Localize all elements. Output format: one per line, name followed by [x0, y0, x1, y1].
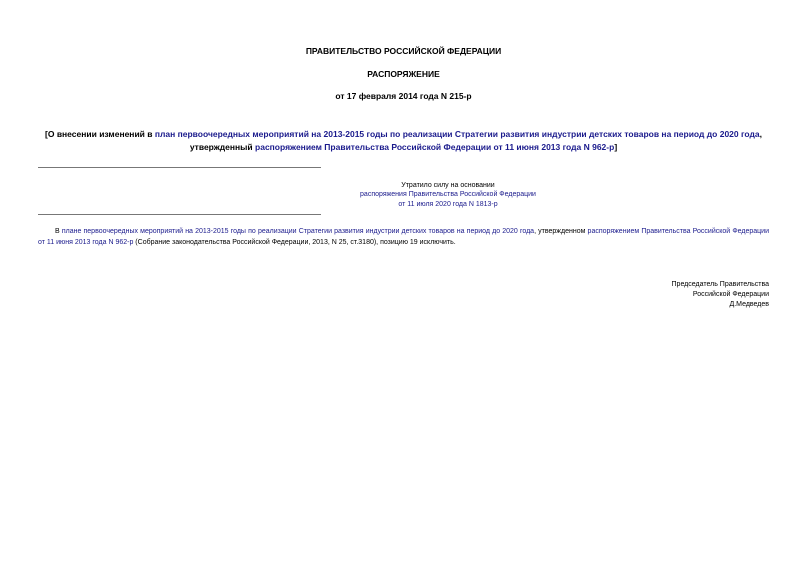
title-order-link[interactable]: распоряжением Правительства Российской Федерации от 11 июня 2013 года N 962-р: [255, 141, 615, 152]
signature-position: Председатель Правительства: [671, 281, 769, 288]
body-paragraph: [38, 227, 769, 248]
signature-name: Д.Медведев: [729, 301, 769, 308]
body-suffix: (Собрание законодательства Российской Федерации, 2013, N 25, ст.3180), позицию 19 исключить.: [133, 238, 456, 246]
repeal-order-date-link[interactable]: от 11 июля 2020 года N 1813-р: [398, 201, 498, 208]
government-name: ПРАВИТЕЛЬСТВО РОССИЙСКОЙ ФЕДЕРАЦИИ: [305, 46, 502, 56]
body-prefix: В: [55, 228, 62, 235]
title-plan-link[interactable]: план первоочередных мероприятий на 2013-2015 годы по реализации Стратегии развития индустрии детских товаров на период до 2020 года: [154, 129, 760, 139]
body-order-link[interactable]: распоряжением Правительства Российской Федерации от 11 июня 2013 года N 962-р: [38, 228, 769, 246]
document-title: [38, 128, 769, 153]
document-date-number: от 17 февраля 2014 года N 215-р: [335, 91, 472, 101]
body-plan-link[interactable]: плане первоочередных мероприятий на 2013-2015 годы по реализации Стратегии развития индустрии детских товаров на период до 2020 года: [61, 228, 535, 235]
document-type: РАСПОРЯЖЕНИЕ: [367, 69, 440, 79]
body-middle: , утвержденном: [534, 228, 588, 235]
repeal-order-link[interactable]: распоряжения Правительства Российской Федерации: [360, 191, 536, 198]
divider-top: [38, 167, 321, 168]
divider-bottom: [38, 214, 321, 215]
title-middle: , утвержденный: [189, 129, 762, 152]
title-prefix: О внесении изменений в: [47, 129, 155, 139]
title-close-bracket: ]: [614, 141, 618, 152]
title-open-bracket: [: [45, 129, 48, 139]
signature-organization: Российской Федерации: [692, 291, 769, 298]
repeal-note-text: Утратило силу на основании: [401, 182, 495, 189]
